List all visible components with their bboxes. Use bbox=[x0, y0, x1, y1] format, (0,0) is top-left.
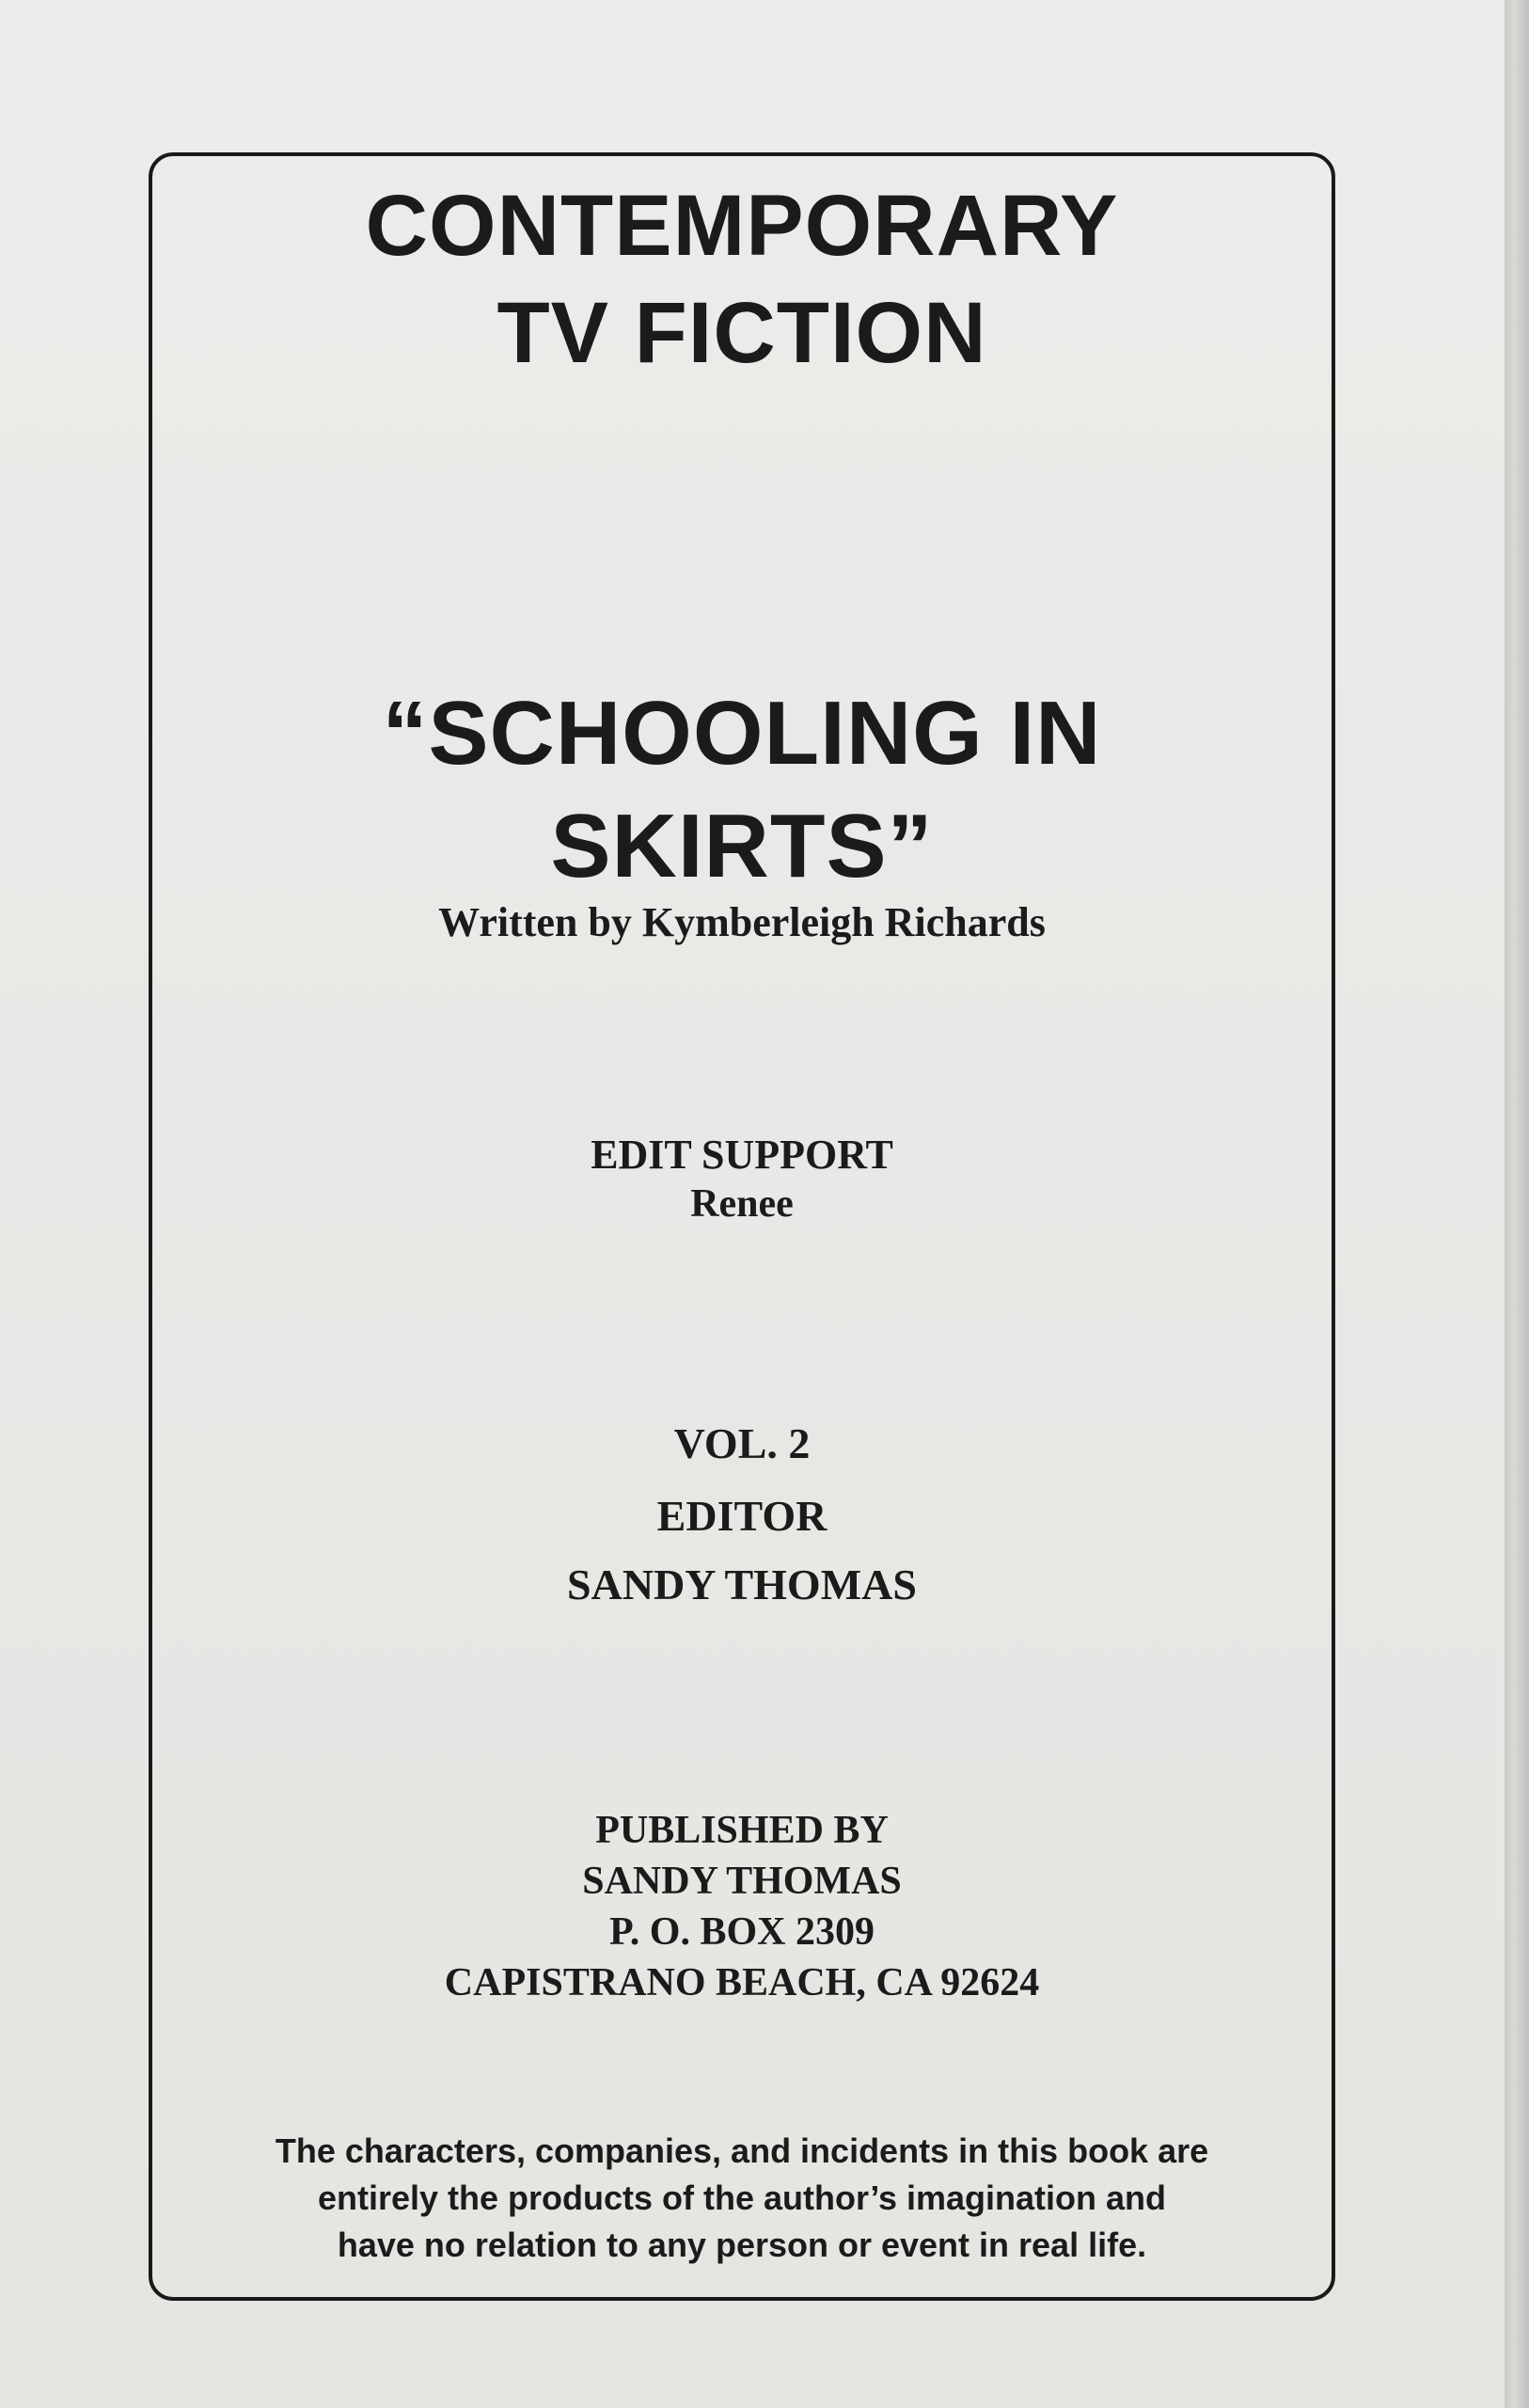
author-credit: Written by Kymberleigh Richards bbox=[438, 899, 1046, 945]
disclaimer-line-3: have no relation to any person or event in real life. bbox=[337, 2226, 1147, 2264]
publisher-address-line-1: P. O. BOX 2309 bbox=[609, 1910, 875, 1954]
series-title-line-1: CONTEMPORARY bbox=[365, 178, 1119, 274]
editor-label: EDITOR bbox=[656, 1492, 828, 1540]
publisher-address-line-2: CAPISTRANO BEACH, CA 92624 bbox=[444, 1961, 1040, 2004]
editor-name: SANDY THOMAS bbox=[567, 1560, 917, 1608]
series-title-line-2: TV FICTION bbox=[497, 285, 987, 381]
volume-number: VOL. 2 bbox=[673, 1419, 811, 1467]
edit-support-label: EDIT SUPPORT bbox=[591, 1132, 893, 1178]
edit-support-name: Renee bbox=[690, 1182, 794, 1226]
page-edge bbox=[1505, 0, 1529, 2408]
disclaimer-line-2: entirely the products of the author’s imagination and bbox=[317, 2178, 1167, 2217]
book-title-line-1: “SCHOOLING IN bbox=[382, 683, 1102, 784]
book-title-line-2: SKIRTS” bbox=[550, 796, 934, 896]
publisher-label: PUBLISHED BY bbox=[595, 1809, 889, 1852]
publisher-name: SANDY THOMAS bbox=[582, 1860, 902, 1903]
disclaimer-line-1: The characters, companies, and incidents in this book are bbox=[275, 2131, 1209, 2170]
